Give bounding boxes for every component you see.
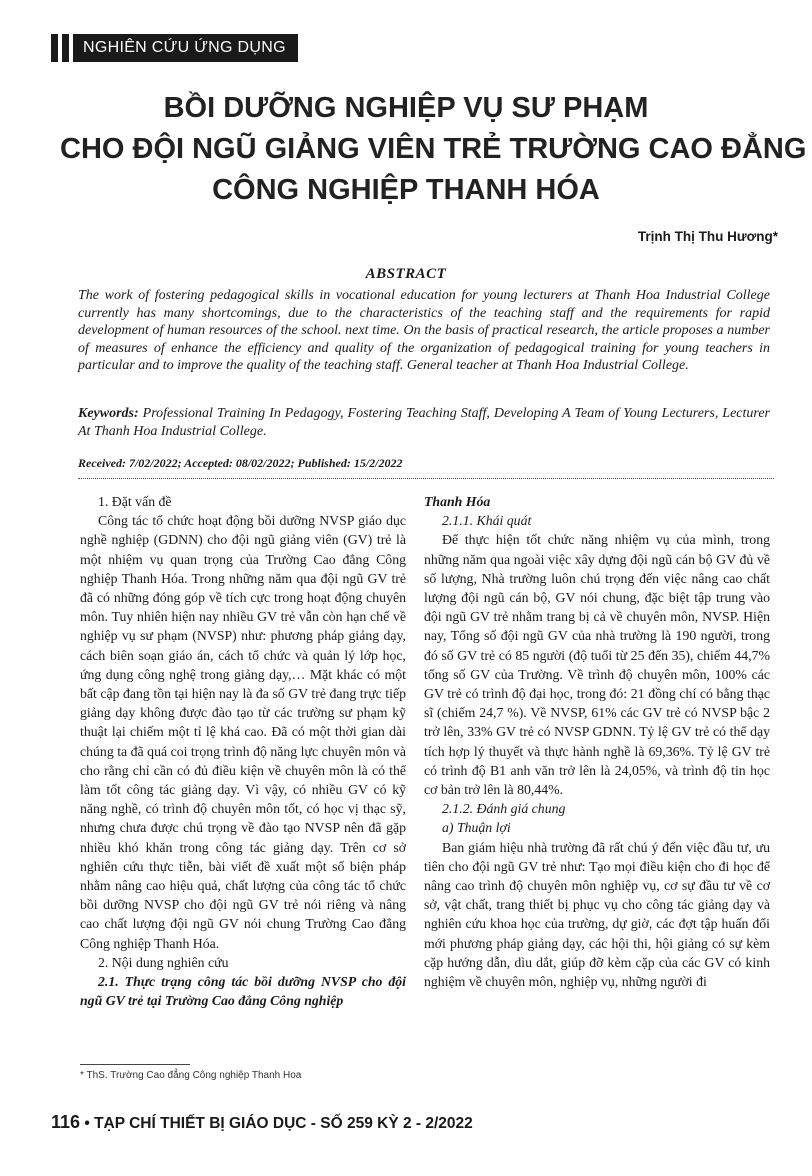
abstract-body: The work of fostering pedagogical skills in vocational education for young lecturers at Thanh Hoa Industrial College currently has many shortcomings, due to the characteristics of the teaching staff and the requirements for rapid development of human resources of the school. next time. On the basis of practical research, the article proposes a number of measures of enhance the efficiency and quality of the organization of pedagogical training for young teachers in particular and to improve the quality of the teaching staff. General teacher at Thanh Hoa Industrial College. bbox=[78, 288, 770, 373]
subsection-heading-2-1-2: 2.1.2. Đánh giá chung bbox=[442, 801, 566, 817]
page-number: 116 bbox=[51, 1112, 81, 1132]
paragraph: Công tác tổ chức hoạt động bồi dưỡng NVSP giáo dục nghề nghiệp (GDNN) cho đội ngũ giảng viên (GV) trẻ là một nhiệm vụ quan trọng của Trường Cao đẳng Công nghiệp Thanh Hóa. Trong những năm qua đội ngũ GV trẻ đã có những đóng góp về tích cực trong hoạt động chuyên môn. Tuy nhiên hiện nay nhiều GV trẻ vẫn còn hạn chế về nghiệp vụ sư phạm (NVSP) như: phương pháp giảng dạy, cách biên soạn giáo án, cách tổ chức và quản lý lớp học, ứng dụng công nghệ trong giảng dạy,… Mặt khác có một bất cập đang tồn tại hiện nay là đa số GV trẻ đang trực tiếp giảng dạy không được đào tạo từ các trường sư phạm kỹ thuật lại chiếm một tỉ lệ khá cao. Đã có một thời gian dài chúng ta đã quá coi trọng trình độ năng lực chuyên môn và cho rằng chỉ cần có đủ điều kiện về chuyên môn là có thể làm tốt công tác giảng dạy. Vì vậy, có nhiều GV có kỹ năng nghề, có trình độ chuyên môn tốt, có học vị thạc sỹ, nhưng chưa được chú trọng về đào tạo NVSP nên đã gặp nhiều khó khăn trong công tác giảng dạy. Trên cơ sở nghiên cứu thực tiễn, bài viết đề xuất một số biện pháp nhằm nâng cao hiệu quả, chất lượng của công tác tổ chức bồi dưỡng NVSP cho đội ngũ GV trẻ nói riêng và nâng cao chất lượng đội ngũ GV nói chung Trường Cao đẳng Công nghiệp Thanh Hóa. bbox=[80, 513, 406, 951]
journal-name: • TẠP CHÍ THIẾT BỊ GIÁO DỤC - SỐ 259 KỲ 2 - 2/2022 bbox=[84, 1115, 473, 1132]
keywords bbox=[78, 405, 770, 440]
title-line-1: BỒI DƯỠNG NGHIỆP VỤ SƯ PHẠM bbox=[163, 92, 649, 124]
page-footer bbox=[51, 1112, 473, 1133]
header-bar-mark bbox=[62, 34, 69, 62]
divider bbox=[78, 478, 774, 479]
section-heading-1: 1. Đặt vấn đề bbox=[98, 494, 172, 509]
paragraph: Để thực hiện tốt chức năng nhiệm vụ của mình, trong những năm qua ngoài việc xây dựng đội ngũ cán bộ GV đủ về số lượng, Nhà trường luôn chú trọng đến việc nâng cao chất lượng đội ngũ cán bộ, GV nói chung, đặc biệt tập trung vào đội ngũ GV trẻ nhằm trang bị cả về chuyên môn, NVSP. Hiện nay, Tổng số đội ngũ GV của nhà trường là 190 người, trong đó số GV trẻ có 85 người (độ tuổi từ 25 đến 35), chiếm 44,7% tổng số GV của Trường. Về trình độ chuyên môn, 100% các GV trẻ có trình độ đại học, trong đó: 21 đồng chí có bằng thạc sĩ (chiếm 24,7 %). Về NVSP, 61% các GV trẻ có NVSP bậc 2 trở lên, 33% GV trẻ có NVSP GDNN. Tỷ lệ GV trẻ có thể dạy tích hợp lý thuyết và thực hành nghề là 69,36%. Tỷ lệ GV trẻ có trình độ B1 anh văn trở lên là 24,05%, và trình độ tin học cơ bản trở lên là 80,44%. bbox=[424, 532, 770, 798]
section-heading-2: 2. Nội dung nghiên cứu bbox=[98, 954, 229, 970]
abstract-heading: ABSTRACT bbox=[365, 266, 447, 282]
subsection-heading-2-1-1: 2.1.1. Khái quát bbox=[442, 513, 532, 529]
keywords-text: Professional Training In Pedagogy, Fostering Teaching Staff, Developing A Team of Young Lecturers, Lecturer At Thanh Hoa Industrial College. bbox=[78, 406, 770, 439]
footnote: * ThS. Trường Cao đẳng Công nghiệp Thanh Hoa bbox=[80, 1070, 302, 1081]
keywords-label: Keywords: bbox=[78, 406, 139, 421]
title-line-2: CHO ĐỘI NGŨ GIẢNG VIÊN TRẺ TRƯỜNG CAO ĐẲNG bbox=[60, 133, 807, 165]
subsection-heading-2-1-cont: Thanh Hóa bbox=[424, 494, 491, 509]
subsection-heading-a: a) Thuận lợi bbox=[442, 820, 511, 836]
right-column bbox=[424, 492, 770, 991]
author-name: Trịnh Thị Thu Hương* bbox=[637, 229, 778, 244]
received-dates: Received: 7/02/2022; Accepted: 08/02/2022; Published: 15/2/2022 bbox=[78, 456, 403, 470]
footnote-rule bbox=[80, 1064, 190, 1065]
section-label: NGHIÊN CỨU ỨNG DỤNG bbox=[73, 34, 298, 62]
subsection-heading-2-1: 2.1. Thực trạng công tác bồi dưỡng NVSP cho đội ngũ GV trẻ tại Trường Cao đẳng Công nghiệp bbox=[80, 974, 406, 1009]
title-line-3: CÔNG NGHIỆP THANH HÓA bbox=[212, 174, 600, 206]
paragraph: Ban giám hiệu nhà trường đã rất chú ý đến việc đầu tư, ưu tiên cho đội ngũ GV trẻ như: Tạo mọi điều kiện cho đi học để nâng cao trình độ chuyên môn nghiệp vụ, cơ sự đầu tư về cơ sở, vật chất, trang thiết bị phục vụ cho công tác giảng dạy và nghiên cứu khoa học của trường, dự giờ, các đợt tập huấn đổi mới phương pháp giảng dạy, các hội thi, hội giảng có sự kèm cặp hướng dẫn, dìu dắt, giúp đỡ kèm cặp của các GV có kinh nghiệm về chuyên môn, nghiệp vụ, những người đi bbox=[424, 839, 770, 990]
left-column bbox=[80, 492, 406, 1010]
article-title bbox=[60, 88, 807, 211]
header-bar-mark bbox=[51, 34, 58, 62]
